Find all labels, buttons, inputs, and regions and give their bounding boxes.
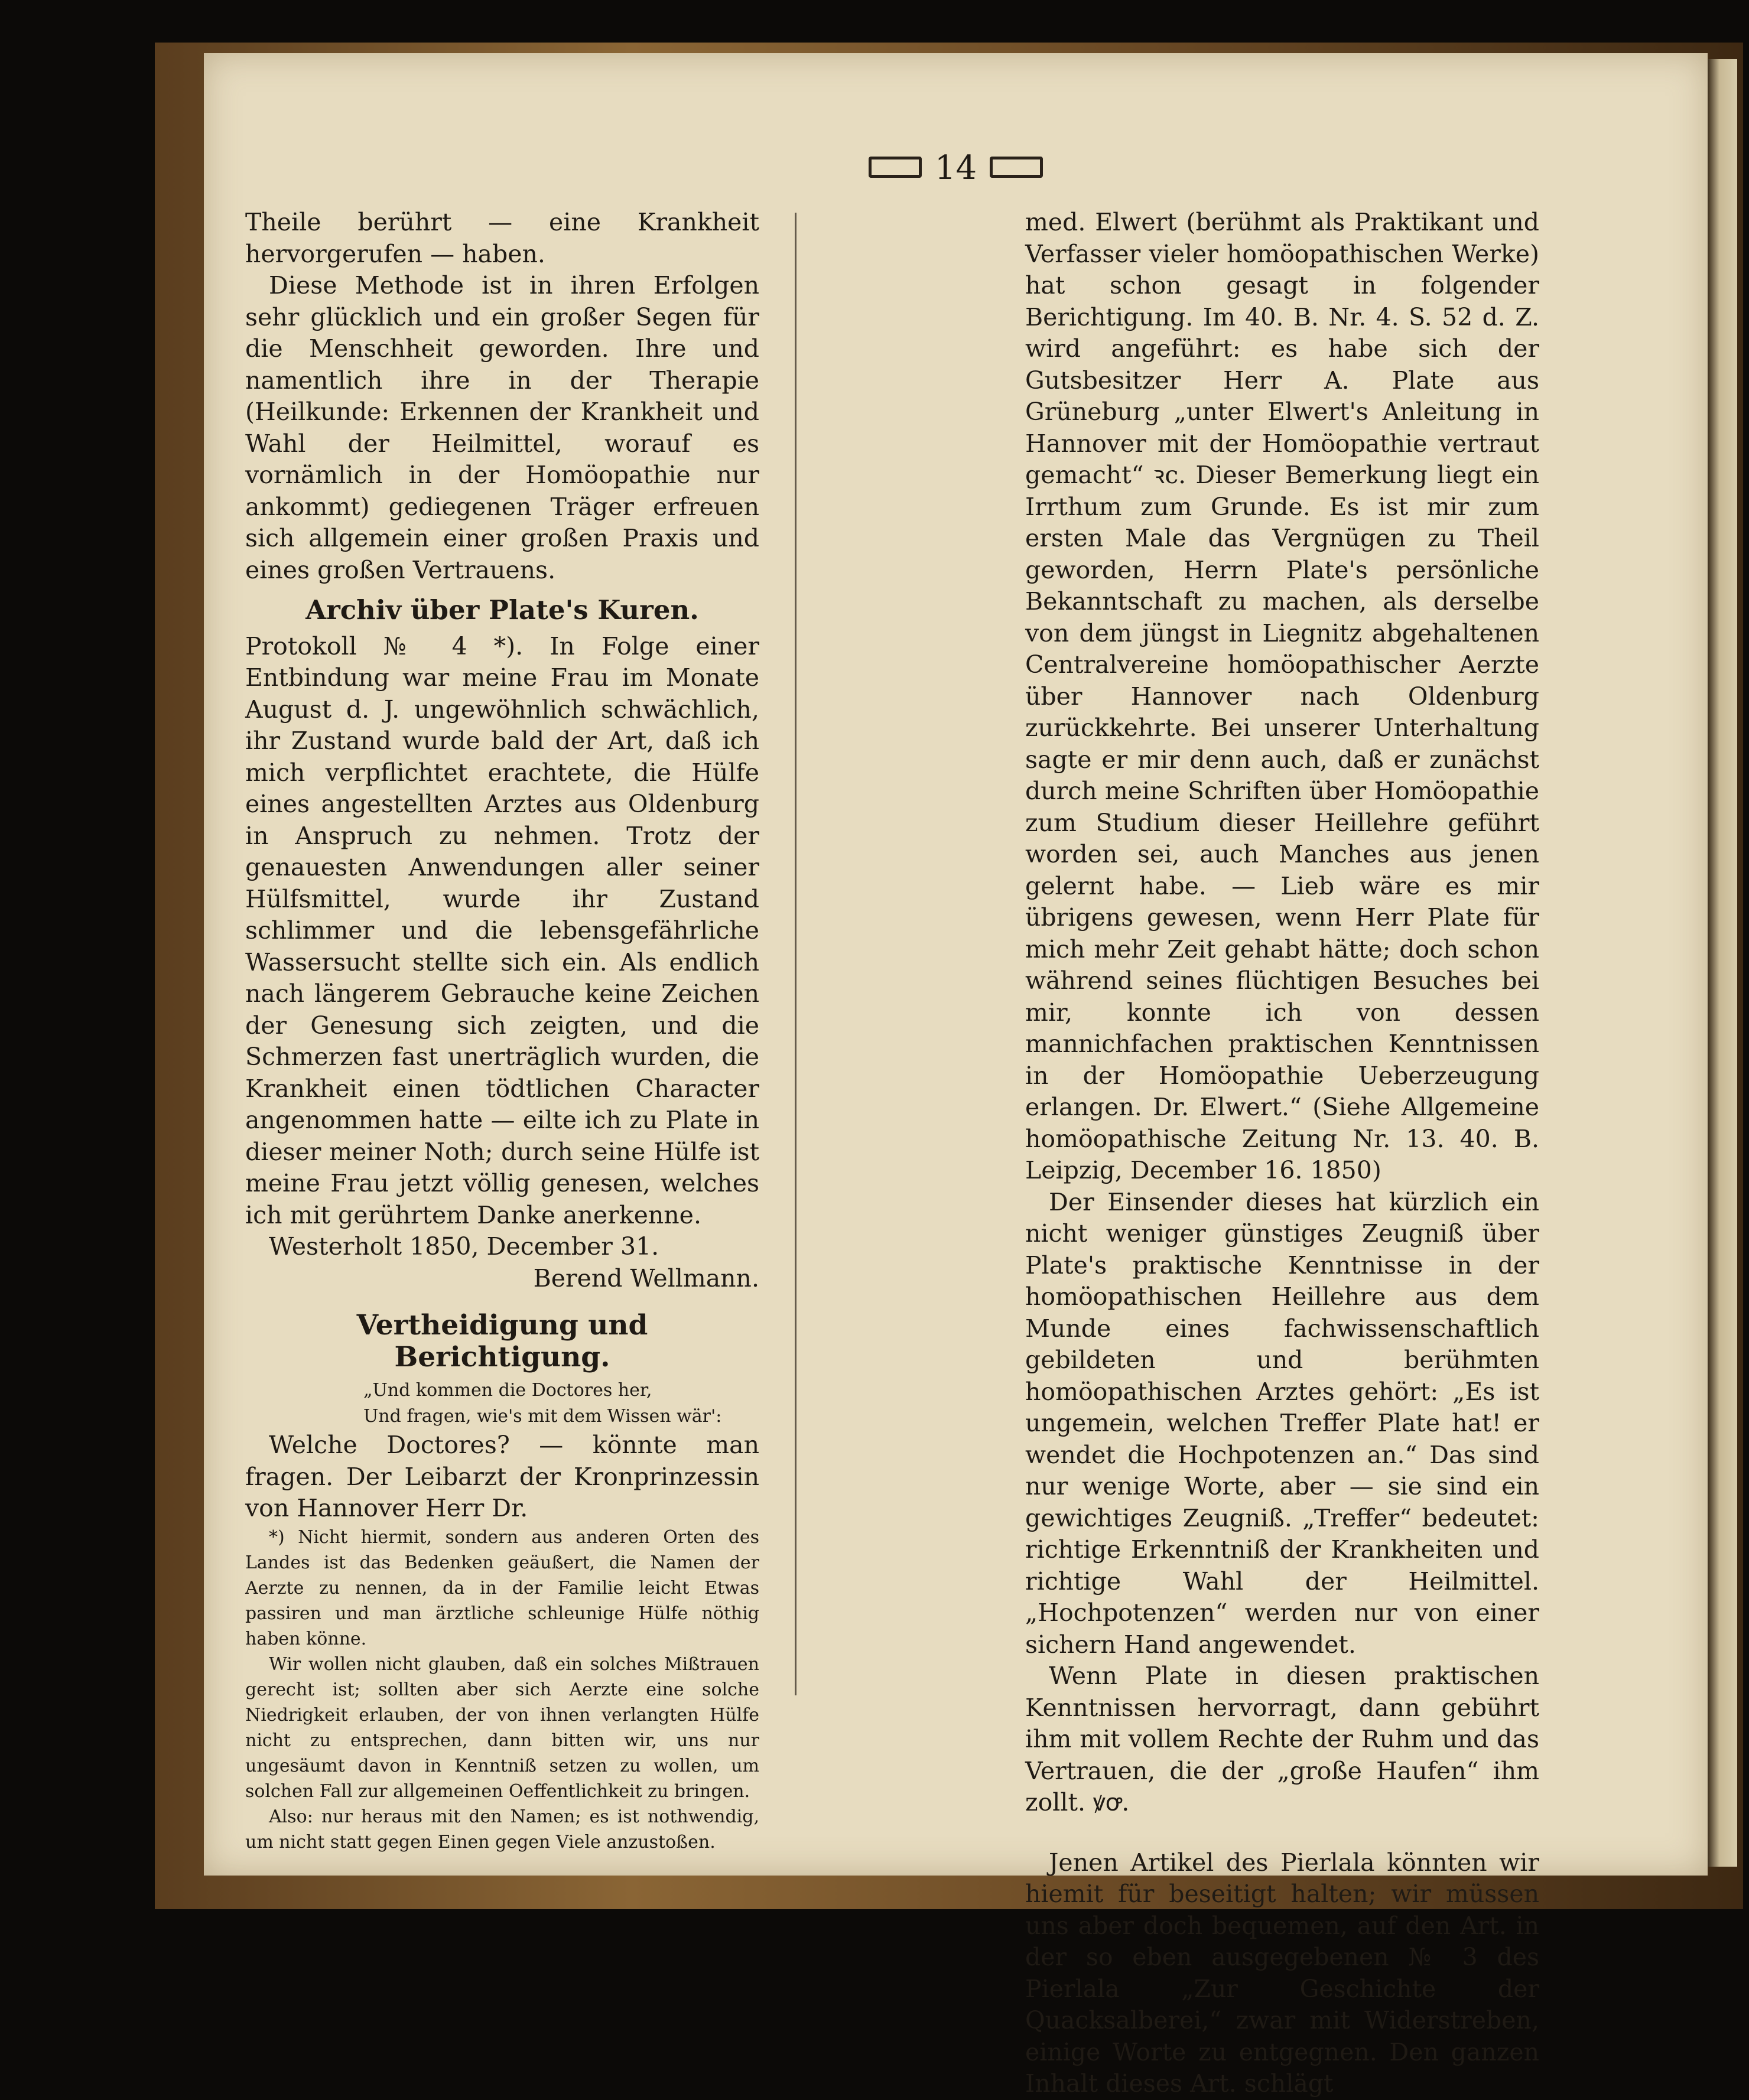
right-column-p-0: med. Elwert (berühmt als Praktikant und Verfasser vieler homöopathischen Werke) hat schon gesagt in folgender Berichtigung. Im 40. B. Nr. 4. S. 52 d. Z. wird angeführt: es habe sich der Gutsbesitzer Herr A. Plate aus Grüneburg „unter Elwert's Anleitung in Hannover mit der Homöopathie vertraut gemacht“ ꝛc. Dieser Bemerkung liegt ein Irrthum zum Grunde. Es ist mir zum ersten Male das Vergnügen zu Theil geworden, Herrn Plate's persönliche Bekanntschaft zu machen, als derselbe von dem jüngst in Liegnitz abgehaltenen Centralvereine homöopathischer Aerzte über Hannover nach Oldenburg zurückkehrte. Bei unserer Unterhaltung sagte er mir denn auch, daß er zunächst durch meine Schriften über Homöopathie zum Studium dieser Heillehre geführt worden sei, auch Manches aus jenen gelernt habe. — Lieb wäre es mir übrigens gewesen, wenn Herr Plate für mich mehr Zeit gehabt hätte; doch schon während seines flüchtigen Besuches bei mir, konnte ich von dessen mannichfachen praktischen Kenntnissen in der Homöopathie Ueberzeugung erlangen. Dr. Elwert.“ (Siehe Allgemeine homöopathische Zeitung Nr. 13. 40. B. Leipzig, December 16. 1850) — [1025, 208, 1539, 1184]
left-ornament-icon — [869, 157, 922, 178]
left-column-p-4: Westerholt 1850, December 31. — [269, 1232, 659, 1261]
left-column-p-1: Diese Methode ist in ihren Erfolgen sehr glücklich und ein großer Segen für die Menschheit geworden. Ihre und namentlich ihre in der Therapie (Heilkunde: Erkennen der Krankheit und Wahl der Heilmittel, worauf es vornämlich in der Homöopathie nur ankommt) gediegenen Träger erfreuen sich allgemein einer großen Praxis und eines großen Vertrauens. — [245, 271, 759, 584]
left-column-note-10: *) Nicht hiermit, sondern aus anderen Orten des Landes ist das Bedenken geäußert, die Namen der Aerzte zu nennen, da in der Familie leicht Etwas passiren und man ärztliche schleunige Hülfe nöthig haben könne. — [245, 1526, 759, 1649]
left-column-verse-8: Und fragen, wie's mit dem Wissen wär': — [363, 1406, 722, 1427]
right-column-p-1: Der Einsender dieses hat kürzlich ein nicht weniger günstiges Zeugniß über Plate's praktische Kenntnisse in der homöopathischen Heillehre aus dem Munde eines fachwissenschaftlich gebildeten und berühmten homöopathischen Arztes gehört: „Es ist ungemein, welchen Treffer Plate hat! er wendet die Hochpotenzen an.“ Das sind nur wenige Worte, aber — sie sind ein gewichtiges Zeugniß. „Treffer“ bedeutet: richtige Erkenntniß der Krankheiten und richtige Wahl der Heilmittel. „Hochpotenzen“ werden nur von einer sichern Hand angewendet. — [1025, 1187, 1539, 1659]
left-column — [245, 207, 759, 1855]
left-column-heading-2: Archiv über Plate's Kuren. — [305, 594, 699, 626]
left-column-verse-7: „Und kommen die Doctores her, — [363, 1380, 652, 1401]
left-column-note-12: Also: nur heraus mit den Namen; es ist nothwendig, um nicht statt gegen Einen gegen Viele anzustoßen. — [245, 1806, 759, 1852]
left-column-p-3: Protokoll № 4 *). In Folge einer Entbindung war meine Frau im Monate August d. J. ungewöhnlich schwächlich, ihr Zustand wurde bald der Art, daß ich mich verpflichtet erachtete, die Hülfe eines angestellten Arztes aus Oldenburg in Anspruch zu nehmen. Trotz der genauesten Anwendungen aller seiner Hülfsmittel, wurde ihr Zustand schlimmer und die lebensgefährliche Wassersucht stellte sich ein. Als endlich nach längerem Gebrauche keine Zeichen der Genesung sich zeigten, und die Schmerzen fast unerträglich wurden, die Krankheit einen tödtlichen Character angenommen hatte — eilte ich zu Plate in dieser meiner Noth; durch seine Hülfe ist meine Frau jetzt völlig genesen, welches ich mit gerührtem Danke anerkenne. — [245, 631, 759, 1229]
column-divider — [795, 213, 797, 1695]
page-number: 14 — [204, 149, 1708, 187]
right-column-gap-3 — [1025, 1819, 1539, 1847]
left-column-heading2-6: Vertheidigung und Berichtigung. — [356, 1309, 648, 1373]
left-column-p-9: Welche Doctores? — könnte man fragen. Der Leibarzt der Kronprinzessin von Hannover Herr Dr. — [245, 1431, 759, 1522]
right-column-p-2: Wenn Plate in diesen praktischen Kenntnissen hervorragt, dann gebührt ihm mit vollem Rechte der Ruhm und das Vertrauen, die der „große Haufen“ ihm zollt. ꝟꝍ. — [1025, 1662, 1539, 1816]
right-column-p-4: Jenen Artikel des Pierlala könnten wir hiemit für beseitigt halten; wir müssen uns aber doch bequemen, auf den Art. in der so eben ausgegebenen № 3 des Pierlala „Zur Geschichte der Quacksalberei,“ zwar mit Widerstreben, einige Worte zu entgegnen. Den ganzen Inhalt dieses Art. schlägt — [1025, 1848, 1539, 2098]
left-column-p-0: Theile berührt — eine Krankheit hervorgerufen — haben. — [245, 208, 759, 268]
left-column-p-5: Berend Wellmann. — [533, 1264, 759, 1292]
right-column — [1025, 207, 1539, 2100]
right-ornament-icon — [990, 157, 1043, 178]
next-page-edge — [1708, 59, 1737, 1867]
left-column-note-11: Wir wollen nicht glauben, daß ein solches Mißtrauen gerecht ist; sollten aber sich Aerzte eine solche Niedrigkeit erlauben, der von ihnen verlangten Hülfe nicht zu entsprechen, dann bitten wir, uns nur ungesäumt davon in Kenntniß setzen zu wollen, um solchen Fall zur allgemeinen Oeffentlichkeit zu bringen. — [245, 1653, 759, 1802]
